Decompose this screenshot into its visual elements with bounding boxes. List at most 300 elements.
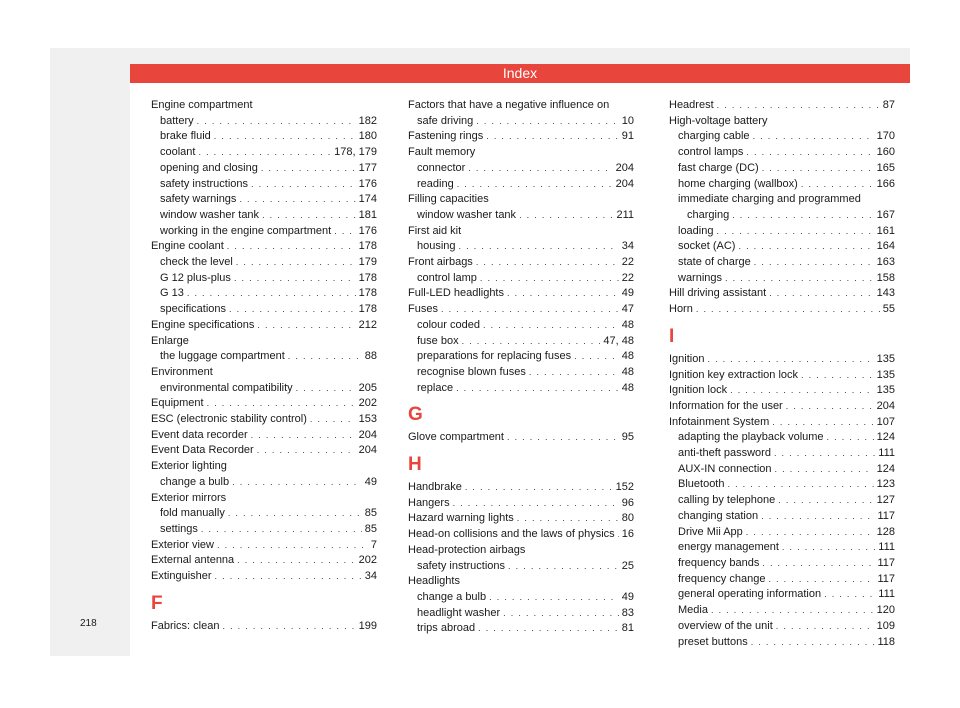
entry-page-ref[interactable]: 180 [358, 130, 377, 143]
dot-leader [476, 114, 618, 130]
index-subentry [669, 525, 895, 541]
index-subentry [151, 286, 377, 302]
index-subentry [669, 587, 895, 603]
entry-text: charging cable [678, 130, 750, 143]
index-entry [151, 334, 377, 350]
index-entry [408, 192, 634, 208]
index-entry [669, 352, 895, 368]
entry-text: Exterior lighting [151, 460, 227, 473]
index-entry [408, 480, 634, 496]
entry-page-ref[interactable]: 47 [621, 303, 634, 316]
entry-page-ref[interactable]: 158 [876, 271, 895, 284]
entry-text: working in the engine compartment [160, 224, 332, 237]
dot-leader [234, 271, 356, 287]
index-subentry [669, 509, 895, 525]
entry-page-ref[interactable]: 55 [882, 303, 895, 316]
entry-page-ref[interactable]: 204 [615, 177, 634, 190]
entry-text: Extinguisher [151, 570, 212, 583]
dot-leader [778, 493, 873, 509]
entry-page-ref[interactable]: 178 [358, 287, 377, 300]
entry-text: control lamp [417, 271, 477, 284]
entry-text: Infotainment System [669, 415, 770, 428]
entry-page-ref[interactable]: 48 [621, 381, 634, 394]
entry-page-ref[interactable]: 117 [877, 509, 895, 522]
dot-leader [459, 239, 619, 255]
entry-text: Engine coolant [151, 240, 224, 253]
index-entry [669, 368, 895, 384]
index-subentry [408, 621, 634, 637]
entry-page-ref[interactable]: 178 [358, 271, 377, 284]
entry-text: check the level [160, 256, 233, 269]
index-entry [669, 383, 895, 399]
entry-page-ref[interactable]: 81 [621, 622, 634, 635]
entry-text: Head-protection airbags [408, 543, 526, 556]
index-entry [408, 496, 634, 512]
index-subentry [669, 635, 895, 651]
entry-text: replace [417, 381, 454, 394]
dot-leader [801, 177, 874, 193]
entry-page-ref[interactable]: 135 [876, 352, 895, 365]
entry-page-ref[interactable]: 111 [878, 447, 895, 460]
dot-leader [214, 129, 356, 145]
index-subentry [669, 603, 895, 619]
dot-leader [251, 428, 356, 444]
index-subentry [408, 208, 634, 224]
index-subentry [151, 255, 377, 271]
entry-page-ref[interactable]: 48 [621, 365, 634, 378]
dot-leader [201, 522, 362, 538]
dot-leader [774, 446, 875, 462]
entry-page-ref[interactable]: 7 [370, 538, 377, 551]
dot-leader [261, 161, 356, 177]
entry-page-ref[interactable]: 49 [621, 590, 634, 603]
entry-page-ref[interactable]: 167 [876, 208, 895, 221]
dot-leader [465, 480, 613, 496]
dot-leader [262, 208, 356, 224]
entry-text: recognise blown fuses [417, 365, 526, 378]
entry-page-ref[interactable]: 205 [358, 381, 377, 394]
index-subentry [669, 430, 895, 446]
dot-leader [310, 412, 356, 428]
entry-page-ref[interactable]: 204 [358, 428, 377, 441]
entry-page-ref[interactable]: 211 [616, 208, 634, 221]
entry-text: battery [160, 114, 194, 127]
entry-page-ref[interactable]: 111 [878, 588, 895, 601]
index-subentry [669, 446, 895, 462]
entry-text: socket (AC) [678, 240, 736, 253]
index-subentry [408, 271, 634, 287]
entry-text: coolant [160, 146, 196, 159]
entry-text: High-voltage battery [669, 114, 768, 127]
entry-page-ref[interactable]: 212 [358, 318, 377, 331]
entry-page-ref[interactable]: 107 [876, 415, 895, 428]
entry-text: Enlarge [151, 334, 189, 347]
dot-leader [772, 415, 873, 431]
entry-text: Exterior mirrors [151, 491, 227, 504]
entry-page-ref[interactable]: 202 [358, 397, 377, 410]
dot-leader [453, 496, 619, 512]
entry-page-ref[interactable]: 177 [358, 161, 377, 174]
entry-page-ref[interactable]: 80 [621, 512, 634, 525]
entry-text: fast charge (DC) [678, 161, 759, 174]
entry-page-ref[interactable]: 49 [364, 475, 377, 488]
dot-leader [775, 462, 874, 478]
dot-leader [574, 349, 619, 365]
entry-page-ref[interactable]: 128 [876, 525, 895, 538]
index-subentry [408, 239, 634, 255]
index-entry [408, 543, 634, 559]
entry-text: specifications [160, 303, 227, 316]
dot-leader [762, 556, 874, 572]
entry-page-ref[interactable]: 176 [358, 177, 377, 190]
entry-text: Fault memory [408, 146, 476, 159]
entry-page-ref[interactable]: 181 [358, 208, 377, 221]
entry-page-ref[interactable]: 161 [876, 224, 895, 237]
dot-leader [239, 192, 355, 208]
dot-leader [198, 145, 331, 161]
dot-leader [476, 255, 619, 271]
entry-page-ref[interactable]: 25 [621, 559, 634, 572]
dot-leader [228, 506, 362, 522]
index-entry [408, 430, 634, 446]
entry-page-ref[interactable]: 179 [358, 256, 377, 269]
entry-text: Glove compartment [408, 431, 504, 444]
dot-leader [480, 271, 619, 287]
entry-page-ref[interactable]: 164 [876, 240, 895, 253]
dot-leader [462, 334, 601, 350]
index-entry [151, 318, 377, 334]
entry-page-ref[interactable]: 95 [621, 431, 634, 444]
dot-leader [711, 603, 874, 619]
entry-text: preparations for replacing fuses [417, 350, 572, 363]
entry-text: reading [417, 177, 454, 190]
index-subentry [151, 271, 377, 287]
entry-page-ref[interactable]: 88 [364, 350, 377, 363]
entry-text: Engine specifications [151, 318, 255, 331]
dot-leader [746, 525, 874, 541]
entry-text: change a bulb [417, 590, 487, 603]
index-entry [408, 527, 634, 543]
entry-page-ref[interactable]: 152 [615, 481, 634, 494]
index-subentry [669, 192, 895, 223]
dot-leader [217, 538, 368, 554]
entry-page-ref[interactable]: 117 [877, 556, 895, 569]
entry-text: opening and closing [160, 161, 258, 174]
dot-leader [618, 527, 619, 543]
entry-text: energy management [678, 541, 779, 554]
index-subentry [669, 177, 895, 193]
dot-leader [716, 224, 873, 240]
entry-page-ref[interactable]: 166 [876, 177, 895, 190]
index-entry [669, 286, 895, 302]
entry-text: Full-LED headlights [408, 287, 504, 300]
entry-text: colour coded [417, 318, 480, 331]
entry-page-ref[interactable]: 182 [358, 114, 377, 127]
entry-text: frequency bands [678, 556, 760, 569]
entry-page-ref[interactable]: 16 [621, 528, 634, 541]
index-entry [408, 511, 634, 527]
entry-text: AUX-IN connection [678, 462, 772, 475]
dot-leader [746, 145, 873, 161]
dot-leader [468, 161, 612, 177]
entry-text: Filling capacities [408, 193, 489, 206]
index-subentry [669, 493, 895, 509]
entry-text: settings [160, 522, 198, 535]
index-entry [669, 399, 895, 415]
dot-leader [227, 239, 356, 255]
index-subentry [669, 145, 895, 161]
entry-page-ref[interactable]: 176 [358, 224, 377, 237]
dot-leader [824, 587, 875, 603]
dot-leader [732, 208, 873, 224]
dot-leader [215, 569, 362, 585]
entry-page-ref[interactable]: 118 [877, 635, 895, 648]
dot-leader [517, 511, 619, 527]
entry-page-ref[interactable]: 202 [358, 554, 377, 567]
dot-leader [786, 399, 874, 415]
entry-text: environmental compatibility [160, 381, 293, 394]
entry-text: Ignition lock [669, 384, 728, 397]
entry-page-ref[interactable]: 111 [878, 541, 895, 554]
dot-leader [207, 396, 356, 412]
page-title: Index [130, 64, 910, 83]
entry-page-ref[interactable]: 124 [876, 431, 895, 444]
entry-text: Equipment [151, 397, 204, 410]
entry-page-ref[interactable]: 47, 48 [603, 334, 634, 347]
entry-text: Fuses [408, 303, 438, 316]
entry-page-ref[interactable]: 163 [876, 256, 895, 269]
index-entry [151, 459, 377, 475]
entry-page-ref[interactable]: 135 [876, 384, 895, 397]
dot-leader [187, 286, 356, 302]
entry-text: general operating information [678, 588, 822, 601]
index-subentry [669, 161, 895, 177]
index-subentry [408, 606, 634, 622]
entry-text: window washer tank [160, 208, 260, 221]
index-subentry [669, 224, 895, 240]
entry-page-ref[interactable]: 34 [364, 570, 377, 583]
index-letter-heading: G [408, 404, 423, 426]
entry-page-ref[interactable]: 204 [358, 444, 377, 457]
entry-text: ESC (electronic stability control) [151, 413, 307, 426]
entry-page-ref[interactable]: 48 [621, 318, 634, 331]
entry-text: Exterior view [151, 538, 214, 551]
entry-page-ref[interactable]: 85 [364, 522, 377, 535]
dot-leader [717, 98, 880, 114]
index-entry [151, 428, 377, 444]
index-entry [151, 412, 377, 428]
entry-text: fuse box [417, 334, 459, 347]
index-subentry [408, 590, 634, 606]
index-letter-heading: F [151, 592, 163, 614]
dot-leader [507, 286, 619, 302]
entry-text: Head-on collisions and the laws of physics [408, 528, 615, 541]
index-entry [408, 255, 634, 271]
entry-text: Handbrake [408, 481, 462, 494]
entry-page-ref[interactable]: 34 [621, 240, 634, 253]
entry-page-ref[interactable]: 109 [876, 619, 895, 632]
index-entry [151, 396, 377, 412]
entry-text: frequency change [678, 572, 766, 585]
index-subentry [669, 619, 895, 635]
index-subentry [669, 462, 895, 478]
index-subentry [151, 224, 377, 240]
dot-leader [782, 540, 875, 556]
index-subentry [408, 161, 634, 177]
dot-leader [236, 255, 356, 271]
entry-text: External antenna [151, 554, 235, 567]
entry-page-ref[interactable]: 204 [615, 161, 634, 174]
entry-page-ref[interactable]: 124 [876, 462, 895, 475]
dot-leader [768, 572, 874, 588]
entry-text: changing station [678, 509, 759, 522]
dot-leader [441, 302, 619, 318]
dot-leader [197, 114, 356, 130]
index-subentry [151, 522, 377, 538]
entry-page-ref[interactable]: 153 [358, 413, 377, 426]
entry-text: Hangers [408, 496, 450, 509]
index-subentry [669, 271, 895, 287]
index-entry [669, 415, 895, 431]
entry-page-ref[interactable]: 83 [621, 606, 634, 619]
index-subentry [151, 161, 377, 177]
index-subentry [669, 556, 895, 572]
index-column-3 [669, 98, 895, 650]
dot-leader [801, 368, 874, 384]
entry-text: the luggage compartment [160, 350, 285, 363]
index-page [130, 64, 910, 656]
entry-text: Ignition [669, 352, 705, 365]
entry-text: Environment [151, 365, 213, 378]
entry-page-ref[interactable]: 143 [876, 287, 895, 300]
entry-text: Headrest [669, 99, 714, 111]
entry-text: Horn [669, 303, 693, 316]
dot-leader [762, 161, 874, 177]
index-entry [408, 224, 634, 240]
entry-page-ref[interactable]: 96 [621, 496, 634, 509]
page-number: 218 [80, 618, 97, 629]
entry-page-ref[interactable]: 22 [621, 256, 634, 269]
entry-page-ref[interactable]: 170 [876, 130, 895, 143]
dot-leader [776, 619, 874, 635]
index-entry [408, 286, 634, 302]
dot-leader [753, 129, 874, 145]
entry-text: change a bulb [160, 475, 230, 488]
entry-page-ref[interactable]: 10 [621, 114, 634, 127]
index-subentry [151, 302, 377, 318]
dot-leader [738, 239, 873, 255]
entry-page-ref[interactable]: 85 [364, 507, 377, 520]
index-entry [151, 443, 377, 459]
index-entry [669, 114, 895, 130]
dot-leader [478, 621, 619, 637]
entry-page-ref[interactable]: 49 [621, 287, 634, 300]
index-entry [151, 491, 377, 507]
entry-text: window washer tank [417, 208, 517, 221]
index-entry [408, 98, 634, 129]
entry-text: adapting the playback volume [678, 431, 824, 444]
entry-page-ref[interactable]: 127 [876, 494, 895, 507]
index-entry [151, 98, 377, 114]
entry-page-ref[interactable]: 22 [621, 271, 634, 284]
index-subentry [669, 239, 895, 255]
entry-page-ref[interactable]: 178 [358, 240, 377, 253]
entry-text: safe driving [417, 114, 474, 127]
entry-text: Headlights [408, 575, 460, 588]
index-letter-heading: H [408, 454, 422, 476]
index-entry [408, 574, 634, 590]
index-subentry [408, 559, 634, 575]
index-subentry [408, 334, 634, 350]
entry-page-ref[interactable]: 117 [877, 572, 895, 585]
index-entry [151, 538, 377, 554]
index-entry [151, 365, 377, 381]
index-subentry [669, 540, 895, 556]
dot-leader [730, 383, 874, 399]
entry-page-ref[interactable]: 178 [358, 303, 377, 316]
entry-page-ref[interactable]: 91 [621, 130, 634, 143]
entry-text: G 12 plus-plus [160, 271, 231, 284]
dot-leader [761, 509, 874, 525]
entry-page-ref[interactable]: 87 [882, 99, 895, 111]
entry-page-ref[interactable]: 135 [876, 368, 895, 381]
entry-page-ref[interactable]: 48 [621, 350, 634, 363]
index-entry [669, 98, 895, 114]
dot-leader [251, 177, 356, 193]
page-margin-area [50, 48, 910, 656]
entry-text: Bluetooth [678, 478, 725, 491]
entry-text: brake fluid [160, 130, 211, 143]
index-subentry [669, 255, 895, 271]
entry-page-ref[interactable]: 174 [358, 193, 377, 206]
entry-text: Media [678, 604, 708, 617]
index-subentry [408, 349, 634, 365]
index-subentry [151, 177, 377, 193]
index-subentry [408, 318, 634, 334]
entry-page-ref[interactable]: 165 [876, 161, 895, 174]
dot-leader [222, 619, 355, 635]
entry-page-ref[interactable]: 204 [876, 399, 895, 412]
entry-page-ref[interactable]: 123 [876, 478, 895, 491]
index-entry [151, 569, 377, 585]
entry-text: housing [417, 240, 456, 253]
dot-leader [257, 443, 356, 459]
entry-text: Drive Mii App [678, 525, 743, 538]
entry-text: Hill driving assistant [669, 287, 767, 300]
dot-leader [456, 381, 619, 397]
index-entry [151, 553, 377, 569]
index-entry [151, 619, 377, 635]
entry-text: connector [417, 161, 466, 174]
index-entry [408, 302, 634, 318]
entry-text: warnings [678, 271, 723, 284]
entry-text: Event Data Recorder [151, 444, 254, 457]
entry-text: state of charge [678, 256, 751, 269]
entry-page-ref[interactable]: 199 [358, 619, 377, 632]
entry-page-ref[interactable]: 160 [876, 146, 895, 159]
entry-page-ref[interactable]: 178, 179 [334, 146, 377, 159]
index-subentry [151, 145, 377, 161]
entry-text: charging [687, 208, 730, 221]
dot-leader [489, 590, 619, 606]
entry-text: Hazard warning lights [408, 512, 514, 525]
dot-leader [754, 255, 874, 271]
entry-text: Factors that have a negative influence on [408, 99, 610, 111]
entry-page-ref[interactable]: 120 [876, 604, 895, 617]
dot-leader [503, 606, 619, 622]
index-subentry [408, 365, 634, 381]
entry-text: safety instructions [160, 177, 249, 190]
